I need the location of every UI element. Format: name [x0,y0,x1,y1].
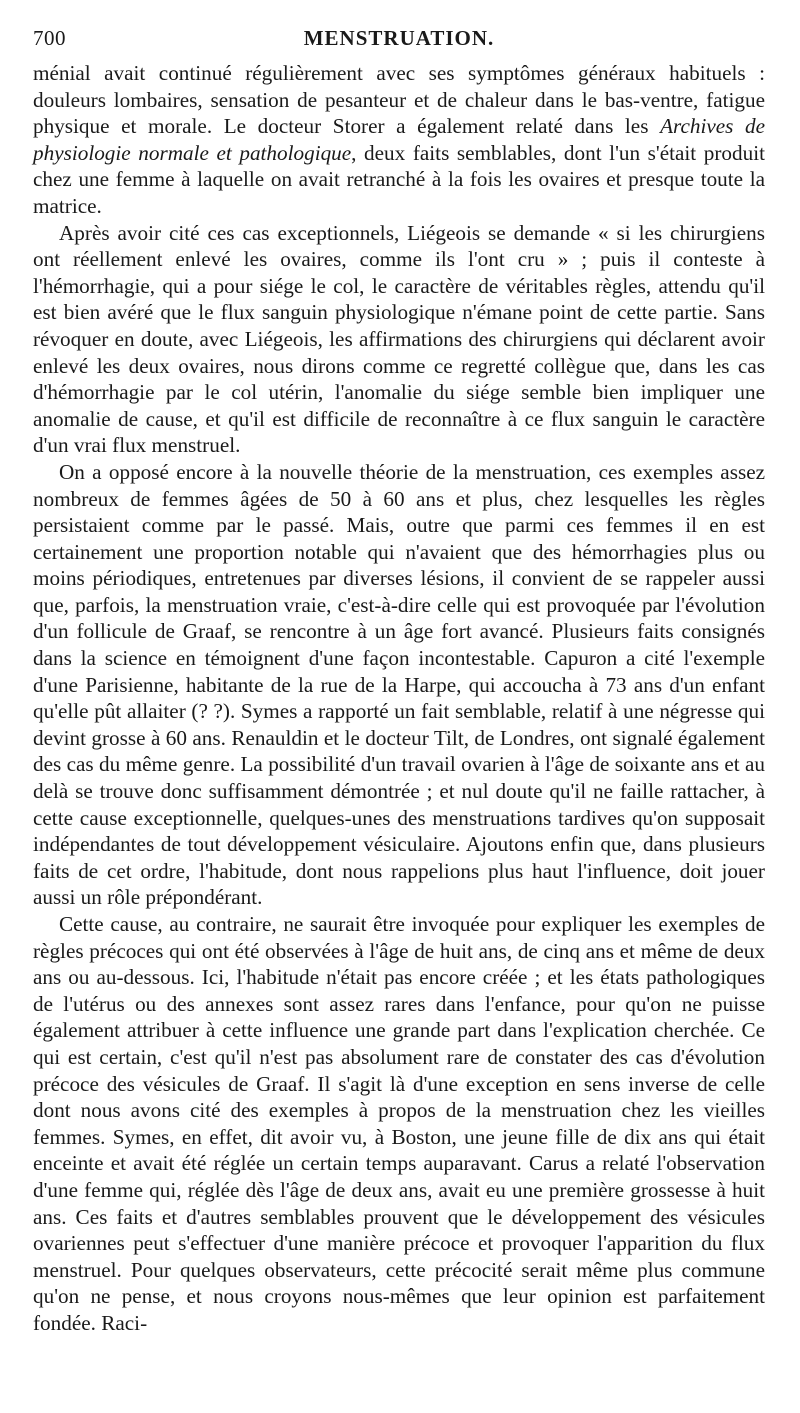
paragraph: Cette cause, au contraire, ne saurait être invoquée pour expliquer les exemples de règles précoces qui ont été observées à l'âge de huit ans, de cinq ans et même de deux ans ou au-dessous. Ici, l'habitude n'était pas encore créée ; et les états pathologiques de l'utérus ou des annexes sont assez rares dans l'enfance, pour qu'on ne puisse également attribuer à cette influence une grande part dans l'explication cherchée. Ce qui est certain, c'est qu'il n'est pas absolument rare de constater des cas d'évolution précoce des vésicules de Graaf. Il s'agit là d'une exception en sens inverse de celle dont nous avons cité des exemples à propos de la menstruation chez les vieilles femmes. Symes, en effet, dit avoir vu, à Boston, une jeune fille de dix ans qui était enceinte et avait été réglée un certain temps auparavant. Carus a relaté l'observation d'une femme qui, réglée dès l'âge de deux ans, avait eu une première grossesse à huit ans. Ces faits et d'autres semblables prouvent que le développement des vésicules ovariennes peut s'effectuer d'une manière précoce et provoquer l'apparition du flux menstruel. Pour quelques observateurs, cette précocité serait même plus commune qu'on ne pense, et nous croyons nous-mêmes que leur opinion est parfaitement fondée. Raci- [33,912,765,1335]
page-number: 700 [33,26,66,50]
paragraph-text: , deux faits semblables, dont l'un s'était produit chez une femme à laquelle on avait retranché à la fois les ovaires et presque toute la matrice. [33,140,765,218]
running-head [33,26,765,60]
book-page [33,26,765,1337]
running-title: MENSTRUATION. [303,26,495,50]
journal-title-italic: Archives de physiologie normale et pathologique [33,114,765,165]
paragraph: Après avoir cité ces cas exceptionnels, Liégeois se demande « si les chirurgiens ont réellement enlevé les ovaires, comme ils l'ont cru » ; puis il conteste à l'hémorrhagie, qui a pour siége le col, le caractère de véritables règles, attendu qu'il est bien avéré que le flux sanguin physiologique n'émane point de cette partie. Sans révoquer en doute, avec Liégeois, les affirmations des chirurgiens qui déclarent avoir enlevé les deux ovaires, nous dirons comme ce regretté collègue que, dans les cas d'hémorrhagie par le col utérin, l'anomalie du siége semble bien impliquer une anomalie de cause, et qu'il est difficile de reconnaître à ce flux sanguin le caractère d'un vrai flux menstruel. [33,220,765,458]
paragraph: On a opposé encore à la nouvelle théorie de la menstruation, ces exemples assez nombreux de femmes âgées de 50 à 60 ans et plus, chez lesquelles les règles persistaient comme par le passé. Mais, outre que parmi ces femmes il en est certainement une proportion notable qui n'avaient que des hémorrhagies plus ou moins périodiques, entretenues par diverses lésions, il convient de se rappeler aussi que, parfois, la menstruation vraie, c'est-à-dire celle qui est provoquée par l'évolution d'un follicule de Graaf, se rencontre à un âge fort avancé. Plusieurs faits consignés dans la science en témoignent d'une façon incontestable. Capuron a cité l'exemple d'une Parisienne, habitante de la rue de la Harpe, qui accoucha à 73 ans d'un enfant qu'elle pût allaiter (? ?). Symes a rapporté un fait semblable, relatif à une négresse qui devint grosse à 60 ans. Renauldin et le docteur Tilt, de Londres, ont signalé également des cas du même genre. La possibilité d'un travail ovarien à l'âge de soixante ans et au delà se trouve donc suffisamment démontrée ; et nul doute qu'il ne faille rattacher, à cette cause exceptionnelle, quelques-unes des menstruations tardives qu'on supposait indépendantes de tout développement vésiculaire. Ajoutons enfin que, dans plusieurs faits de cet ordre, l'habitude, dont nous rappelions plus haut l'influence, doit jouer aussi un rôle prépondérant. [33,459,765,910]
paragraph-text: ménial avait continué régulièrement avec ses symptômes généraux habituels : douleurs lombaires, sensation de pesanteur et de chaleur dans le bas-ventre, fatigue physique et morale. Le docteur Storer a également relaté dans les [33,61,765,139]
paragraph-continued [33,60,765,220]
